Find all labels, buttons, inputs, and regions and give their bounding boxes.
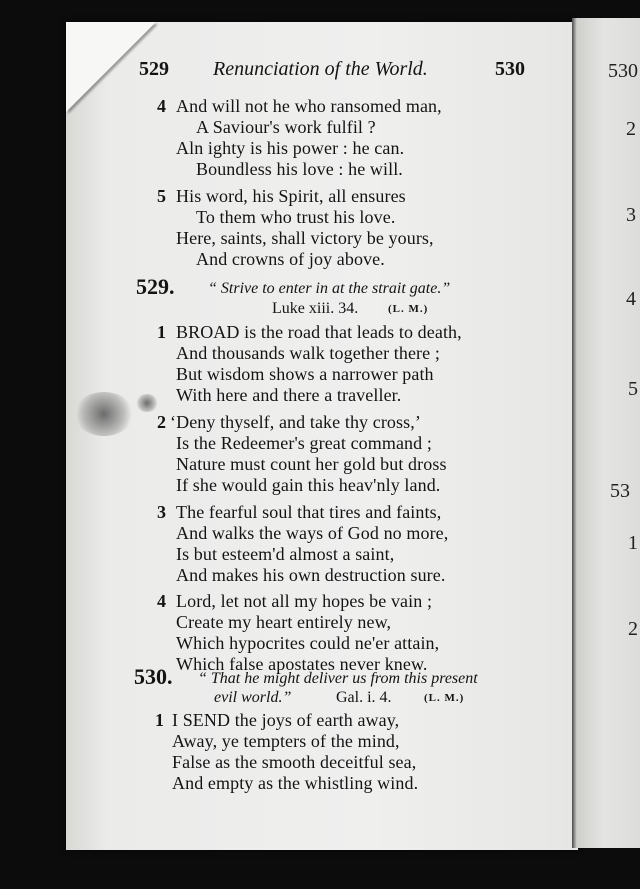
verse-number: 3 bbox=[157, 502, 166, 522]
verse-number: 1 bbox=[157, 322, 166, 342]
verse-line: And crowns of joy above. bbox=[196, 249, 385, 269]
verse-number: 4 bbox=[157, 591, 166, 611]
verse-line: To them who trust his love. bbox=[196, 207, 396, 227]
verse-line: A Saviour's work fulfil ? bbox=[196, 117, 376, 137]
verse-line: False as the smooth deceitful sea, bbox=[172, 752, 417, 772]
verse-line: Which false apostates never knew. bbox=[176, 654, 428, 674]
verse-number: 5 bbox=[157, 186, 166, 206]
adjacent-verse-number: 2 bbox=[628, 618, 638, 640]
verse-line: Create my heart entirely new, bbox=[176, 612, 392, 632]
verse-line: Away, ye tempters of the mind, bbox=[172, 731, 400, 751]
hymn-number: 530. bbox=[134, 664, 173, 689]
meter-label: (L. M.) bbox=[388, 303, 429, 315]
verse-line: Aln ighty is his power : he can. bbox=[176, 138, 405, 158]
hymn-epigraph: “ Strive to enter in at the strait gate.” bbox=[208, 280, 451, 297]
page-number-left: 529 bbox=[139, 58, 169, 80]
adjacent-page-edge bbox=[572, 18, 640, 848]
verse-line: The fearful soul that tires and faints, bbox=[176, 502, 442, 522]
running-header bbox=[135, 56, 525, 84]
verse-line: Nature must count her gold but dross bbox=[176, 454, 447, 474]
verse-line: But wisdom shows a narrower path bbox=[176, 364, 434, 384]
ink-stain bbox=[74, 392, 134, 436]
verse-line: Boundless his love : he will. bbox=[196, 159, 403, 179]
verse-line: ‘Deny thyself, and take thy cross,’ bbox=[170, 412, 421, 432]
verse-line: And will not he who ransomed man, bbox=[176, 96, 442, 116]
verse-number: 2 bbox=[157, 412, 166, 432]
page-number-right: 530 bbox=[495, 58, 525, 80]
verse-line: And makes his own destruction sure. bbox=[176, 565, 446, 585]
verse-line: And walks the ways of God no more, bbox=[176, 523, 449, 543]
adjacent-hymn-number: 53 bbox=[610, 480, 630, 502]
scripture-reference: Gal. i. 4. bbox=[336, 689, 392, 706]
adjacent-page-number: 530 bbox=[608, 60, 638, 82]
verse-line: Is the Redeemer's great command ; bbox=[176, 433, 432, 453]
adjacent-verse-number: 1 bbox=[628, 532, 638, 554]
verse-line: And empty as the whistling wind. bbox=[172, 773, 419, 793]
verse-line: Lord, let not all my hopes be vain ; bbox=[176, 591, 433, 611]
verse-line: His word, his Spirit, all ensures bbox=[176, 186, 406, 206]
verse-line: BROAD is the road that leads to death, bbox=[176, 322, 462, 342]
ink-stain bbox=[136, 394, 158, 412]
adjacent-verse-number: 3 bbox=[626, 204, 636, 226]
hymn-number: 529. bbox=[136, 274, 175, 299]
hymn-epigraph: “ That he might deliver us from this present bbox=[198, 670, 478, 687]
adjacent-verse-number: 2 bbox=[626, 118, 636, 140]
adjacent-verse-number: 4 bbox=[626, 288, 636, 310]
verse-line: Here, saints, shall victory be yours, bbox=[176, 228, 434, 248]
verse-line: If she would gain this heav'nly land. bbox=[176, 475, 441, 495]
verse-number: 4 bbox=[157, 96, 166, 116]
verse-line: With here and there a traveller. bbox=[176, 385, 402, 405]
verse-line: Is but esteem'd almost a saint, bbox=[176, 544, 395, 564]
adjacent-verse-number: 5 bbox=[628, 378, 638, 400]
verse-line: And thousands walk together there ; bbox=[176, 343, 440, 363]
meter-label: (L. M.) bbox=[424, 692, 465, 704]
hymn-epigraph: evil world.” bbox=[214, 689, 292, 706]
verse-line: I SEND the joys of earth away, bbox=[172, 710, 400, 730]
scripture-reference: Luke xiii. 34. bbox=[272, 300, 359, 317]
verse-number: 1 bbox=[155, 710, 164, 730]
page-title: Renunciation of the World. bbox=[213, 58, 428, 80]
verse-line: Which hypocrites could ne'er attain, bbox=[176, 633, 440, 653]
